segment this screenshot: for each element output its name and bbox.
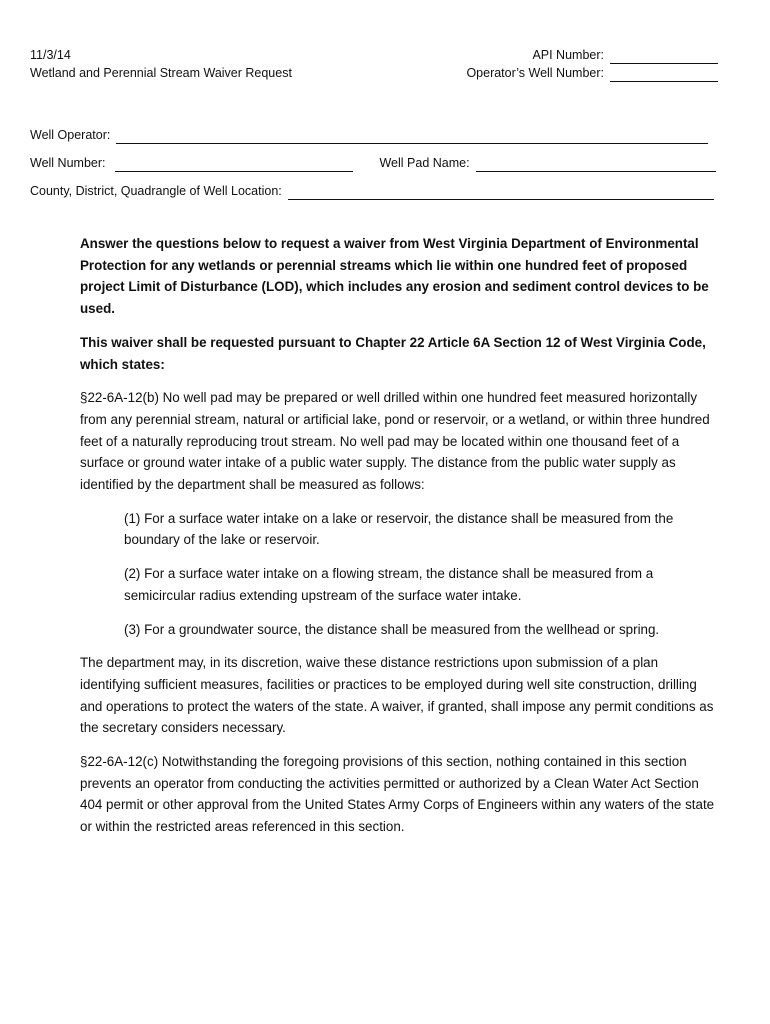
well-pad-name-label: Well Pad Name:: [379, 156, 470, 170]
well-operator-field[interactable]: [116, 130, 708, 144]
form-title: Wetland and Perennial Stream Waiver Request: [30, 66, 292, 80]
header-left: [30, 46, 292, 82]
form-date: 11/3/14: [30, 48, 71, 62]
api-number-row: [466, 46, 718, 64]
county-row: [30, 182, 714, 200]
item-1-paragraph: (1) For a surface water intake on a lake or reservoir, the distance shall be measured from the boundary of the lake or reservoir.: [124, 510, 674, 548]
well-operator-label: Well Operator:: [30, 128, 111, 142]
pursuant-paragraph: This waiver shall be requested pursuant to Chapter 22 Article 6A Section 12 of West Virginia Code, which states:: [80, 334, 706, 372]
county-label: County, District, Quadrangle of Well Location:: [30, 184, 282, 198]
well-pad-name-field[interactable]: [476, 158, 716, 172]
item-3-paragraph: (3) For a groundwater source, the distance shall be measured from the wellhead or spring.: [124, 621, 660, 637]
well-number-field[interactable]: [115, 158, 353, 172]
section-b-paragraph: §22-6A-12(b) No well pad may be prepared or well drilled within one hundred feet measured horizontally from any perennial stream, natural or artificial lake, pond or reservoir, or a wetland, or within three hundred feet of a naturally reproducing trout stream. No well pad may be located within one thousand feet of a surface or ground water intake of a public water supply. The distance from the public water supply as identified by the department shall be measured as follows:: [80, 390, 710, 493]
api-number-field[interactable]: [610, 50, 718, 64]
header-right: [466, 46, 718, 82]
well-number-row: [30, 154, 716, 172]
well-number-label: Well Number:: [30, 156, 106, 170]
operator-well-number-label: Operator’s Well Number:: [466, 66, 604, 80]
operator-well-number-row: [466, 64, 718, 82]
operator-well-number-field[interactable]: [610, 68, 718, 82]
section-c-paragraph: §22-6A-12(c) Notwithstanding the foregoing provisions of this section, nothing contained in this section prevents an operator from conducting the activities permitted or authorized by a Clean Water Act Section 404 permit or other approval from the United States Army Corps of Engineers within any waters of the state or within the restricted areas referenced in this section.: [80, 754, 715, 835]
well-operator-row: [30, 126, 708, 144]
body-content: [80, 233, 720, 850]
county-field[interactable]: [288, 186, 714, 200]
intro-paragraph: Answer the questions below to request a waiver from West Virginia Department of Environmental Protection for any wetlands or perennial streams which lie within one hundred feet of proposed project Limit of Disturbance (LOD), which includes any erosion and sediment control devices to be used.: [80, 236, 709, 317]
item-2-paragraph: (2) For a surface water intake on a flowing stream, the distance shall be measured from a semicircular radius extending upstream of the surface water intake.: [124, 566, 654, 603]
api-number-label: API Number:: [532, 48, 604, 62]
discretion-paragraph: The department may, in its discretion, waive these distance restrictions upon submission of a plan identifying sufficient measures, facilities or practices to be employed during well site construction, drilling and operations to protect the waters of the state. A waiver, if granted, shall impose any permit conditions as the secretary considers necessary.: [80, 655, 714, 736]
